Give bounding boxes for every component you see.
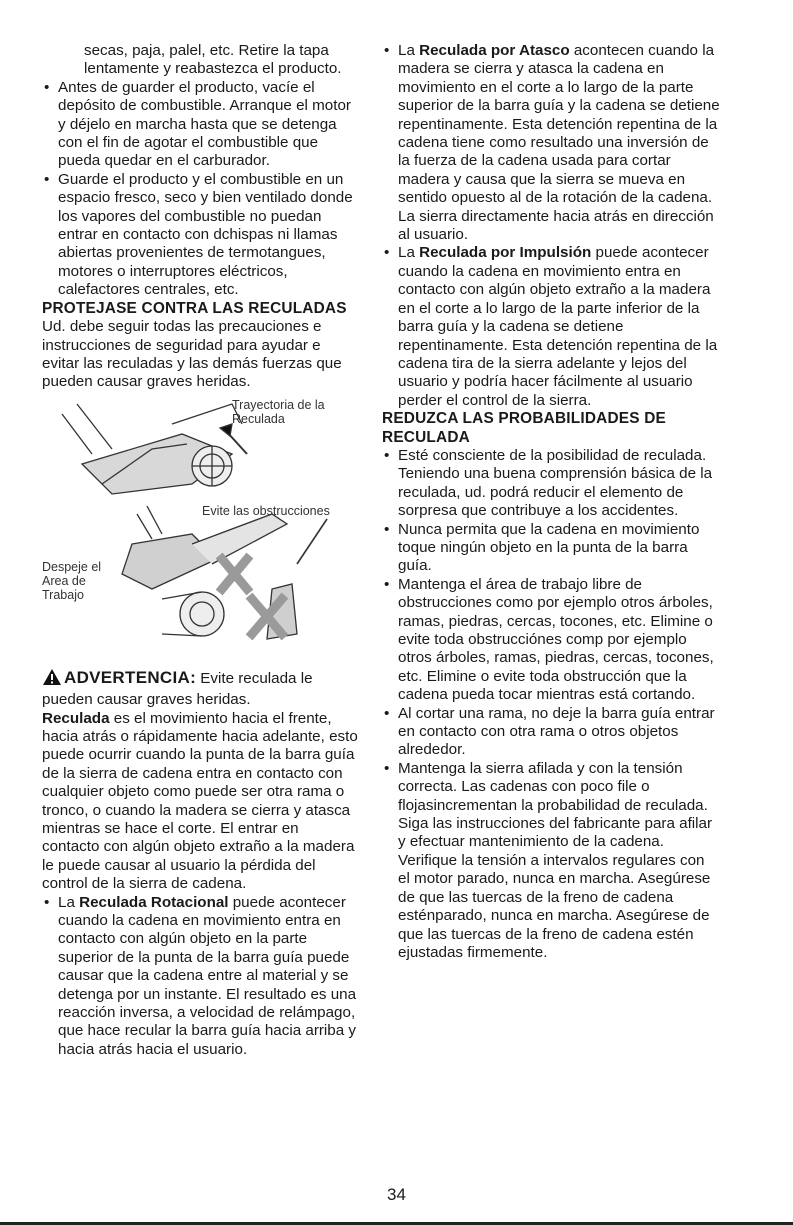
intro-line-1: secas, paja, palel, etc. Retire la tapa	[84, 42, 329, 59]
warning-title: ADVERTENCIA:	[64, 667, 197, 687]
chainsaw-drawing	[42, 394, 358, 662]
figure-label-kickback-path: Trayectoria de la Reculada	[232, 397, 325, 426]
list-item: • Nunca permita que la cadena en movimiento toque ningún objeto en la punta de la barra guía.	[382, 521, 720, 576]
bullet-prefix: La	[58, 893, 80, 911]
section-intro: Ud. debe seguir todas las precauciones e instrucciones de seguridad para ayudar e evitar las reculadas y las demás fuerzas que pueden causar graves heridas.	[42, 318, 342, 391]
atasco-term: Reculada por Atasco	[419, 42, 570, 59]
right-column	[382, 42, 720, 962]
kickback-illustration	[42, 394, 358, 662]
impulsion-body: puede acontecer cuando la cadena en movimiento entra en contacto con algún objeto extraño a la madera en el corte a lo largo de la parte inferior de la barra guía y la cadena se detiene repentinamente. Esta detención repentina de la cadena tira de la sierra adelante y lejos del usuario y podría hacer fácilmente al usuario perder el control de la sierra.	[398, 244, 718, 409]
reculada-body: es el movimiento hacia el frente, hacia atrás o rápidamente hacia adelante, esto puede ocurrir cuando la punta de la barra guía de la sierra de cadena entra en contacto con cualquier objeto como puede ser otra rama o tronco, o cuando la madera se cierra y atasca mientras se hace el corte. El entrar en contacto con algún objeto extraño a la madera le puede causar al usuario la pérdida del control de la sierra de cadena.	[42, 709, 358, 893]
section-heading-kickback: PROTEJASE CONTRA LAS RECULADAS	[42, 299, 347, 317]
warning-triangle-icon	[42, 668, 62, 691]
intro-line-2: lentamente y reabastezca el producto.	[84, 60, 342, 78]
atasco-body: acontecen cuando la madera se cierra y atasca la cadena en movimiento en el corte a lo largo de la parte superior de la barra guía y la cadena se detiene repentinamente. Esta detención repentina de la cadena tiene como resultado una inversión de la fuerza de la cadena usada para cortar madera y causa que la sierra se mueva en sentido opuesto al de la rotación de la cadena. La sierra directamente hacia atrás en dirección al usuario.	[398, 42, 720, 244]
list-item	[382, 244, 720, 410]
page-number: 34	[387, 1185, 406, 1204]
list-item: • Antes de guarder el producto, vacíe el depósito de combustible. Arranque el motor y déjelo en marcha hasta que se detenga con el fin de agotar el combustible que pueda quedar en el carburador.	[42, 79, 358, 171]
reculada-term: Reculada	[42, 709, 110, 727]
bullet-prefix: La	[398, 244, 420, 262]
figure-label-obstructions: Evite las obstrucciones	[202, 503, 330, 518]
storage-bullets	[42, 79, 358, 300]
list-item	[42, 894, 358, 1060]
figure-label-work-area: Despeje el Area de Trabajo	[42, 559, 102, 602]
list-item: • Esté consciente de la posibilidad de reculada. Teniendo una buena comprensión básica de la reculada, ud. podrá reducir el elemento de sorpresa que contribuye a los accidentes.	[382, 447, 720, 521]
kickback-type-bullets	[382, 42, 720, 410]
warning-paragraph	[42, 668, 358, 710]
reculada-definition	[42, 710, 358, 894]
list-item: • Mantenga el área de trabajo libre de obstrucciones como por ejemplo otros árboles, ramas, piedras, cercas, tocones, etc. Elimine o evite toda obstrucciónes comp por ejemplo otros árboles, ramas, piedras, cercas, tocones, etc. Elimine o evite toda obstrucción que la cadena pueda tocar mientras está cortando.	[382, 576, 720, 705]
list-item	[382, 42, 720, 244]
rotational-bullets	[42, 894, 358, 1060]
rotacional-body: puede acontecer cuando la cadena en movimiento entra en contacto con algún objeto en la parte superior de la punta de la barra guía puede causar que la cadena entre al material y se detenga por un instante. El resultado es una reacción inversa, a velocidad de relámpago, que hace recular la barra guía hacia arriba y hacia atrás hacia el usuario.	[58, 893, 357, 1058]
warning-text: Evite reculada le pueden causar graves heridas.	[42, 669, 313, 709]
list-item: • Al cortar una rama, no deje la barra guía entrar en contacto con otra rama o otros objetos alrededor.	[382, 705, 720, 760]
impulsion-term: Reculada por Impulsión	[419, 244, 592, 262]
bullet-prefix: La	[398, 42, 420, 59]
list-item: • Mantenga la sierra afilada y con la tensión correcta. Las cadenas con poco file o flojasincrementan la probabilidad de reculada. Siga las instrucciones del fabricante para afilar y efectuar mantenimiento de la cadena. Verifique la tensión a intervalos regulares con el motor parado, nunca en marcha. Asegúrese de que las tuercas de la freno de cadena esténparado, nunca en marcha. Asegúrese de que las tuercas de la freno de cadena estén ejustadas firmemente.	[382, 760, 720, 962]
left-column	[42, 42, 358, 1059]
rotacional-term: Reculada Rotacional	[79, 893, 229, 911]
section-heading-reduce: REDUZCA LAS PROBABILIDADES DE RECULADA	[382, 410, 666, 446]
reduce-bullets	[382, 447, 720, 962]
list-item: • Guarde el producto y el combustible en un espacio fresco, seco y bien ventilado donde los vapores del combustible no puedan entrar en contacto con dchispas ni llamas abiertas provenientes de termotangues, motores o interruptores eléctricos, calefactores centrales, etc.	[42, 171, 358, 300]
